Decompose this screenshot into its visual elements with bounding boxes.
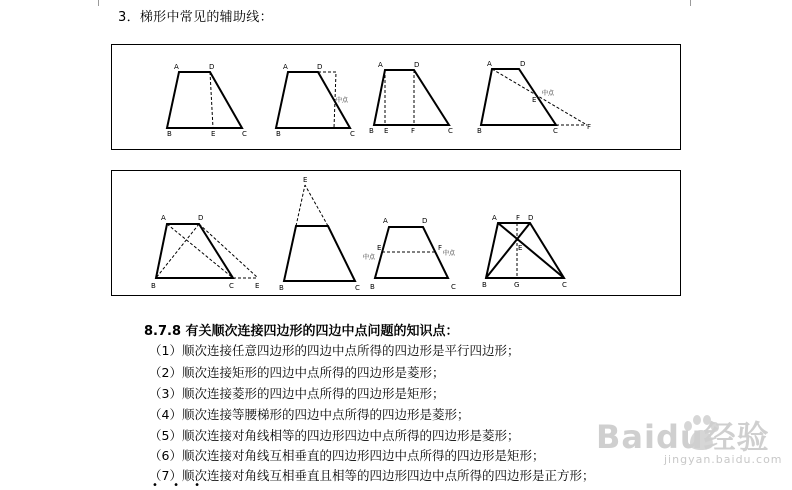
label-b: B <box>279 284 284 292</box>
trapezoid-fig-4 <box>477 60 591 135</box>
auxiliary-lines-diagram-1 <box>112 45 682 151</box>
knowledge-point-2: （2）顺次连接矩形的四边中点所得的四边形是菱形； <box>149 365 445 380</box>
label-b: B <box>482 281 487 289</box>
label-midpoint: 中点 <box>542 90 555 97</box>
label-b: B <box>370 283 375 291</box>
knowledge-point-3: （3）顺次连接菱形的四边中点所得的四边形是矩形； <box>149 386 445 401</box>
continuation-dots: • • • <box>152 482 207 490</box>
knowledge-point-5: （5）顺次连接对角线相等的四边形四边中点所得的四边形是菱形； <box>149 428 520 443</box>
label-b: B <box>369 127 374 135</box>
trapezoid-fig-5 <box>151 214 259 290</box>
label-a: A <box>283 63 288 71</box>
label-a: A <box>492 214 497 222</box>
watermark-url: jingyan.baidu.com <box>664 453 783 466</box>
label-e: E <box>532 96 537 104</box>
heading: 3．梯形中常见的辅助线： <box>118 10 273 25</box>
knowledge-point-1: （1）顺次连接任意四边形的四边中点所得的四边形是平行四边形； <box>149 343 520 358</box>
trapezoid-fig-6 <box>279 176 360 292</box>
label-d: D <box>198 214 204 222</box>
label-f: F <box>438 244 443 252</box>
label-c: C <box>242 130 247 138</box>
label-c: C <box>448 127 453 135</box>
label-f: F <box>587 123 592 131</box>
label-c: C <box>451 283 456 291</box>
auxiliary-lines-diagram-2 <box>112 171 682 297</box>
label-a: A <box>174 63 179 71</box>
label-c: C <box>355 284 360 292</box>
trapezoid-fig-1 <box>167 63 247 138</box>
label-d: D <box>520 60 526 68</box>
page-corner-mark-right <box>690 0 691 6</box>
trapezoid-fig-3 <box>369 61 453 135</box>
label-c: C <box>562 281 567 289</box>
trapezoid-fig-8 <box>482 214 567 289</box>
label-midpoint: 中点 <box>336 97 349 104</box>
trapezoid-fig-7 <box>363 217 456 291</box>
label-c: C <box>553 127 558 135</box>
label-a: A <box>161 214 166 222</box>
page-corner-mark-left <box>98 0 99 6</box>
section-title: 8.7.8 有关顺次连接四边形的四边中点问题的知识点： <box>144 324 459 339</box>
label-g: G <box>514 281 520 289</box>
label-e: E <box>255 282 260 290</box>
label-d: D <box>422 217 428 225</box>
label-e: E <box>518 244 523 252</box>
label-e: E <box>303 176 308 184</box>
knowledge-point-4: （4）顺次连接等腰梯形的四边中点所得的四边形是菱形； <box>149 407 470 422</box>
label-c: C <box>229 282 234 290</box>
label-a: A <box>487 60 492 68</box>
label-a: A <box>378 61 383 69</box>
label-d: D <box>209 63 215 71</box>
label-d: D <box>528 214 534 222</box>
label-e: E <box>377 244 382 252</box>
figure-box-1 <box>111 44 681 150</box>
label-a: A <box>383 217 388 225</box>
label-f: F <box>516 214 521 222</box>
label-d: D <box>414 61 420 69</box>
trapezoid-fig-2 <box>276 63 355 138</box>
label-b: B <box>477 127 482 135</box>
label-e: E <box>384 127 389 135</box>
label-midpoint: 中点 <box>363 254 376 261</box>
label-d: D <box>317 63 323 71</box>
watermark-brand: Baidu经验 <box>596 418 770 456</box>
label-c: C <box>350 130 355 138</box>
label-f: F <box>411 127 416 135</box>
label-midpoint: 中点 <box>443 250 456 257</box>
label-b: B <box>167 130 172 138</box>
label-e: E <box>211 130 216 138</box>
label-b: B <box>151 282 156 290</box>
knowledge-point-7: （7）顺次连接对角线互相垂直且相等的四边形四边中点所得的四边形是正方形； <box>149 468 595 483</box>
knowledge-point-6: （6）顺次连接对角线互相垂直的四边形四边中点所得的四边形是矩形； <box>149 448 545 463</box>
label-b: B <box>276 130 281 138</box>
figure-box-2 <box>111 170 681 296</box>
